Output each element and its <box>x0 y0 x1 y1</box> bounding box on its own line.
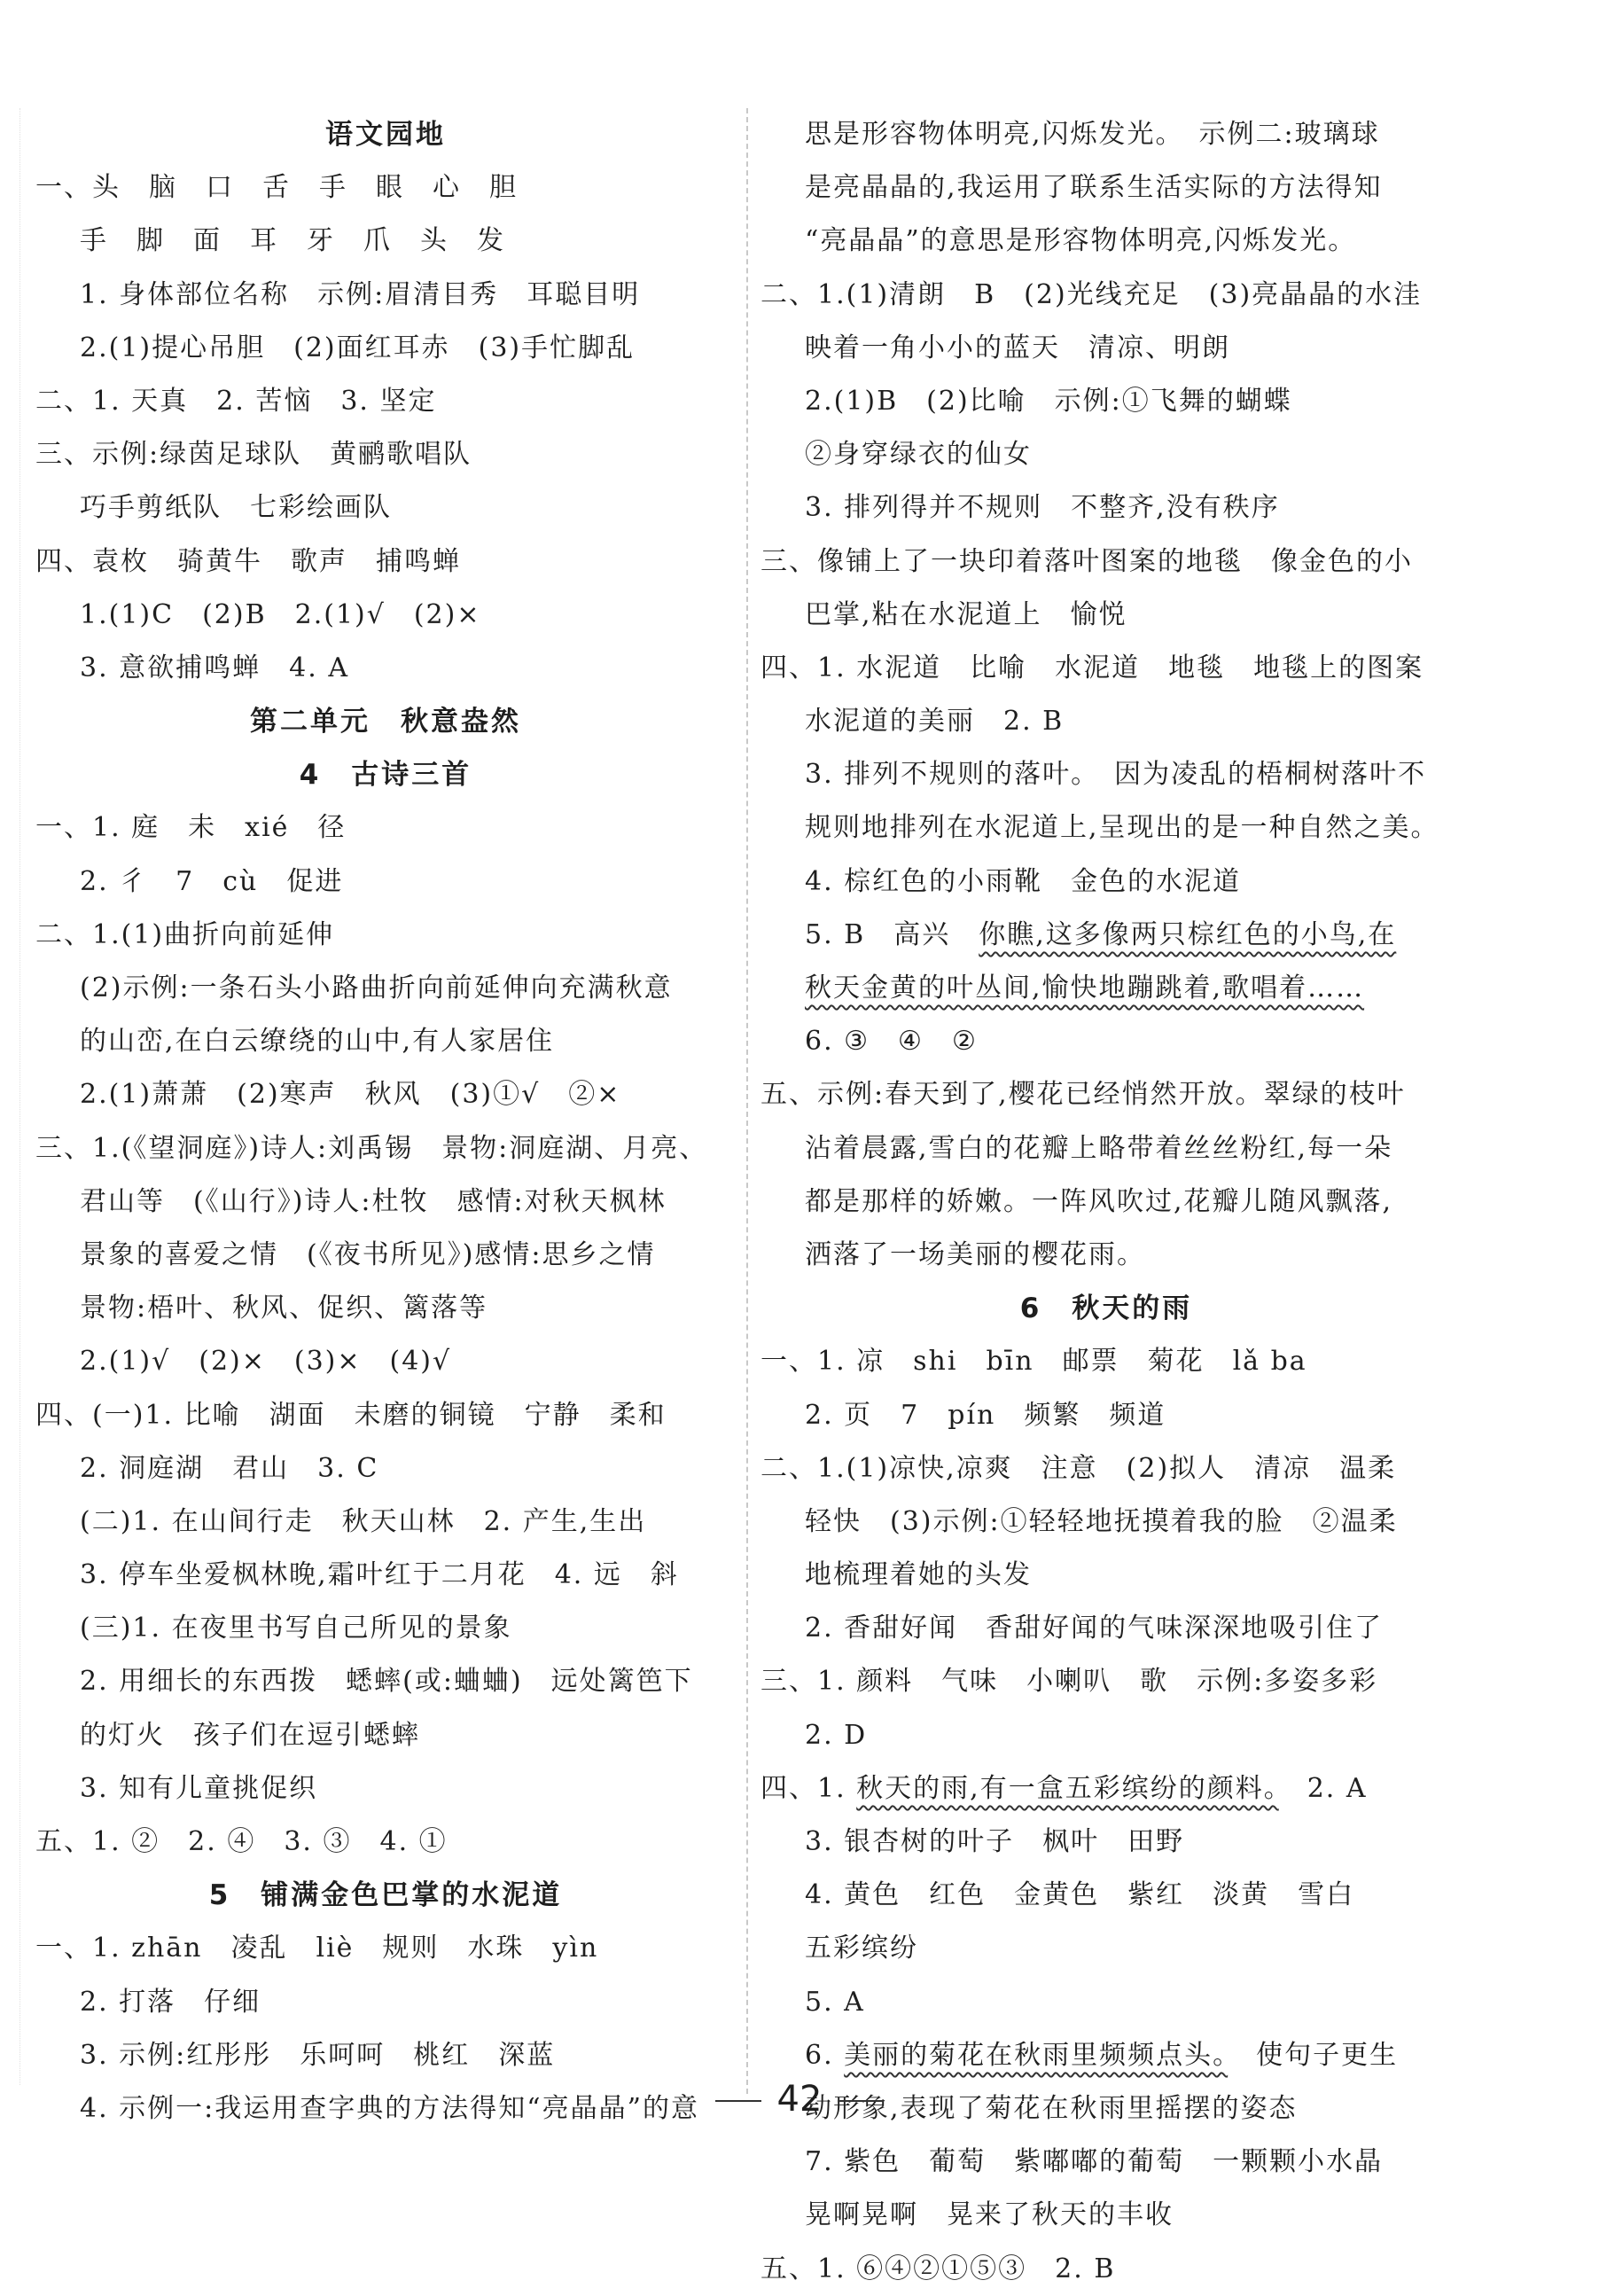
underlined-sentence: 美丽的菊花在秋雨里频频点头。 <box>844 2039 1228 2071</box>
line-text: 3. 停车坐爱枫林晚,霜叶红于二月花 4. 远 斜 <box>80 1559 679 1591</box>
answer-line <box>760 1816 1452 1869</box>
line-text: 4. 黄色 红色 金黄色 紫红 淡黄 雪白 <box>805 1879 1355 1911</box>
line-text: 2. 页 7 pín 频繁 频道 <box>805 1399 1166 1431</box>
answer-line <box>35 1816 736 1869</box>
answer-line <box>760 1549 1452 1602</box>
line-text: 3. 排列得并不规则 不整齐,没有秩序 <box>805 492 1280 524</box>
answer-line <box>760 1655 1452 1708</box>
page-number: 42 <box>776 2079 823 2120</box>
answer-line <box>760 108 1452 161</box>
line-text: 三、示例:绿茵足球队 黄鹂歌唱队 <box>35 439 472 471</box>
line-text: ②身穿绿衣的仙女 <box>805 439 1032 471</box>
answer-line <box>35 1762 736 1816</box>
section-heading <box>35 108 736 161</box>
answer-line <box>35 801 736 855</box>
answer-line <box>35 1122 736 1175</box>
line-text: 映着一角小小的蓝天 清凉、明朗 <box>805 332 1230 363</box>
answer-line <box>760 1976 1452 2029</box>
answer-line <box>35 2029 736 2082</box>
line-text: 二、1.(1)凉快,凉爽 注意 (2)拟人 清凉 温柔 <box>760 1452 1397 1484</box>
answer-line <box>760 1389 1452 1442</box>
answer-line <box>760 269 1452 322</box>
answer-line <box>760 2029 1452 2082</box>
answer-line <box>760 1442 1452 1496</box>
line-text: 2. 用细长的东西拨 蟋蟀(或:蛐蛐) 远处篱笆下 <box>80 1666 693 1698</box>
line-text: 四、袁枚 骑黄牛 歌声 捕鸣蝉 <box>35 545 461 577</box>
line-text: 2. 打落 仔细 <box>80 1986 261 2018</box>
underlined-sentence: 秋天的雨,有一盒五彩缤纷的颜料。 <box>856 1772 1279 1804</box>
underlined-sentence: 秋天金黄的叶丛间,愉快地蹦跳着,歌唱着…… <box>805 972 1365 1004</box>
answer-line <box>760 855 1452 909</box>
line-text: 1.(1)C (2)B 2.(1)√ (2)× <box>80 598 481 630</box>
answer-line <box>35 1335 736 1388</box>
answer-line <box>760 535 1452 589</box>
line-text: 洒落了一场美丽的樱花雨。 <box>805 1238 1145 1270</box>
line-text: 3. 排列不规则的落叶。 因为凌乱的梧桐树落叶不 <box>805 759 1427 791</box>
line-text: 五、示例:春天到了,樱花已经悄然开放。翠绿的枝叶 <box>760 1079 1406 1111</box>
answer-line <box>35 1068 736 1121</box>
line-text: 的灯火 孩子们在逗引蟋蟀 <box>80 1719 420 1751</box>
answer-line <box>760 375 1452 428</box>
answer-line <box>35 1175 736 1229</box>
answer-line <box>760 642 1452 695</box>
line-text: 一、头 脑 口 舌 手 眼 心 胆 <box>35 172 518 204</box>
line-text: 沾着晨露,雪白的花瓣上略带着丝丝粉红,每一朵 <box>805 1132 1393 1164</box>
line-text: 三、1.(《望洞庭》)诗人:刘禹锡 景物:洞庭湖、月亮、 <box>35 1132 708 1164</box>
line-text: 地梳理着她的头发 <box>805 1559 1032 1591</box>
line-text: 3. 知有儿童挑促织 <box>80 1772 318 1804</box>
line-text: 是亮晶晶的,我运用了联系生活实际的方法得知 <box>805 172 1383 204</box>
line-text: 4 古诗三首 <box>299 759 472 792</box>
line-text: 2.(1)√ (2)× (3)× (4)√ <box>80 1346 452 1378</box>
line-text: 2.(1)B (2)比喻 示例:①飞舞的蝴蝶 <box>805 385 1292 417</box>
answer-line <box>35 1496 736 1549</box>
line-text: 2. 洞庭湖 君山 3. C <box>80 1452 379 1484</box>
line-text: 五彩缤纷 <box>805 1933 918 1964</box>
line-text: 第二单元 秋意盎然 <box>250 706 521 738</box>
line-text: 2. D <box>805 1719 868 1751</box>
line-text: 二、1.(1)清朗 B (2)光线充足 (3)亮晶晶的水洼 <box>760 278 1423 310</box>
answer-line <box>35 589 736 642</box>
line-text: 语文园地 <box>325 119 446 151</box>
answer-line <box>35 269 736 322</box>
answer-line <box>35 1282 736 1335</box>
answer-line <box>760 748 1452 801</box>
answer-line <box>35 962 736 1015</box>
column-divider <box>746 108 748 2094</box>
answer-line <box>760 801 1452 855</box>
line-text: 晃啊晃啊 晃来了秋天的丰收 <box>805 2199 1174 2231</box>
answer-line <box>760 909 1452 962</box>
section-heading <box>760 1282 1452 1335</box>
answer-line <box>760 589 1452 642</box>
line-text: 四、1. 水泥道 比喻 水泥道 地毯 地毯上的图案 <box>760 652 1424 683</box>
answer-line <box>35 855 736 909</box>
line-text: 二、1.(1)曲折向前延伸 <box>35 918 335 950</box>
answer-line <box>760 1335 1452 1388</box>
answer-line <box>760 322 1452 375</box>
answer-line <box>35 1442 736 1496</box>
answer-line <box>35 1976 736 2029</box>
section-heading <box>35 1869 736 1922</box>
line-text: 6. <box>805 2039 845 2071</box>
answer-line <box>760 1762 1452 1816</box>
section-heading <box>35 695 736 748</box>
answer-line <box>35 215 736 268</box>
answer-line <box>760 1015 1452 1068</box>
line-text: (二)1. 在山间行走 秋天山林 2. 产生,生出 <box>80 1505 647 1537</box>
line-text: 轻快 (3)示例:①轻轻地抚摸着我的脸 ②温柔 <box>805 1505 1398 1537</box>
underlined-sentence: 你瞧,这多像两只棕红色的小鸟,在 <box>979 918 1397 950</box>
line-text: 都是那样的娇嫩。一阵风吹过,花瓣儿随风飘落, <box>805 1185 1393 1217</box>
line-text: 动形象,表现了菊花在秋雨里摇摆的姿态 <box>805 2092 1298 2124</box>
line-text: 6 秋天的雨 <box>1019 1292 1193 1325</box>
answer-line <box>760 2243 1452 2296</box>
line-text: 4. 示例一:我运用查字典的方法得知“亮晶晶”的意 <box>80 2092 699 2124</box>
footer-dash-right <box>838 2100 884 2102</box>
answer-line <box>760 695 1452 748</box>
line-text: 3. 银杏树的叶子 枫叶 田野 <box>805 1826 1185 1857</box>
line-text: 三、像铺上了一块印着落叶图案的地毯 像金色的小 <box>760 545 1413 577</box>
line-text: 规则地排列在水泥道上,呈现出的是一种自然之美。 <box>805 812 1439 844</box>
line-text: 6. ③ ④ ② <box>805 1026 978 1058</box>
line-text: 4. 棕红色的小雨靴 金色的水泥道 <box>805 865 1242 897</box>
answer-line <box>760 1229 1452 1282</box>
line-text: 巴掌,粘在水泥道上 愉悦 <box>805 598 1127 630</box>
line-text: 一、1. zhān 凌乱 liè 规则 水珠 yìn <box>35 1933 599 1964</box>
answer-line <box>760 1709 1452 1762</box>
line-text: 思是形容物体明亮,闪烁发光。 示例二:玻璃球 <box>805 119 1380 150</box>
line-text: 2.(1)提心吊胆 (2)面红耳赤 (3)手忙脚乱 <box>80 332 636 363</box>
line-text: 5. A <box>805 1986 865 2018</box>
line-text: 四、1. <box>760 1772 857 1804</box>
answer-line <box>760 962 1452 1015</box>
answer-line <box>760 1122 1452 1175</box>
line-text: 水泥道的美丽 2. B <box>805 706 1065 738</box>
answer-line <box>35 909 736 962</box>
answer-line <box>760 1922 1452 1975</box>
answer-line <box>35 1602 736 1655</box>
answer-line <box>760 1068 1452 1121</box>
answer-line <box>760 481 1452 535</box>
answer-line <box>35 161 736 215</box>
answer-line <box>760 2136 1452 2189</box>
answer-line <box>760 1175 1452 1229</box>
line-text: (三)1. 在夜里书写自己所见的景象 <box>80 1613 512 1644</box>
line-text: 5 铺满金色巴掌的水泥道 <box>208 1879 563 1912</box>
answer-line <box>35 1709 736 1762</box>
line-text: 四、(一)1. 比喻 湖面 未磨的铜镜 宁静 柔和 <box>35 1399 667 1431</box>
line-text: 的山峦,在白云缭绕的山中,有人家居住 <box>80 1026 555 1058</box>
line-text: 五、1. ② 2. ④ 3. ③ 4. ① <box>35 1826 448 1857</box>
line-text: 三、1. 颜料 气味 小喇叭 歌 示例:多姿多彩 <box>760 1666 1378 1698</box>
answer-line <box>35 481 736 535</box>
answer-line <box>35 375 736 428</box>
line-text-after: 2. A <box>1278 1772 1368 1804</box>
answer-line <box>35 1229 736 1282</box>
line-text: 2. 香甜好闻 香甜好闻的气味深深地吸引住了 <box>805 1613 1384 1644</box>
answer-line <box>35 535 736 589</box>
line-text: 一、1. 凉 shi bīn 邮票 菊花 lǎ ba <box>760 1346 1307 1378</box>
answer-line <box>760 215 1452 268</box>
section-heading <box>35 748 736 801</box>
answer-line <box>760 2189 1452 2242</box>
line-text: 景物:梧叶、秋风、促织、篱落等 <box>80 1292 488 1324</box>
line-text: “亮晶晶”的意思是形容物体明亮,闪烁发光。 <box>805 225 1357 257</box>
line-text-after: 使句子更生 <box>1228 2039 1399 2071</box>
answer-line <box>35 642 736 695</box>
line-text: 1. 身体部位名称 示例:眉清目秀 耳聪目明 <box>80 278 641 310</box>
line-text: 5. B 高兴 <box>805 918 979 950</box>
line-text: 景象的喜爱之情 (《夜书所见》)感情:思乡之情 <box>80 1238 656 1270</box>
line-text: 7. 紫色 葡萄 紫嘟嘟的葡萄 一颗颗小水晶 <box>805 2146 1384 2178</box>
answer-line <box>760 161 1452 215</box>
line-text: 一、1. 庭 未 xié 径 <box>35 812 347 844</box>
answer-line <box>760 428 1452 481</box>
answer-line <box>35 1549 736 1602</box>
line-text: 2. 彳 7 cù 促进 <box>80 865 344 897</box>
page-footer <box>0 2079 1599 2120</box>
answer-line <box>35 1389 736 1442</box>
right-column <box>760 108 1452 2296</box>
line-text: 君山等 (《山行》)诗人:杜牧 感情:对秋天枫林 <box>80 1185 667 1217</box>
line-text: 手 脚 面 耳 牙 爪 头 发 <box>80 225 505 257</box>
answer-line <box>760 1602 1452 1655</box>
answer-line <box>35 1015 736 1068</box>
line-text: 巧手剪纸队 七彩绘画队 <box>80 492 392 524</box>
left-column <box>35 108 736 2136</box>
answer-line <box>35 1922 736 1975</box>
line-text: 3. 示例:红彤彤 乐呵呵 桃红 深蓝 <box>80 2039 556 2071</box>
answer-line <box>760 1496 1452 1549</box>
footer-dash-left <box>715 2100 761 2102</box>
answer-line <box>35 1655 736 1708</box>
line-text: 五、1. ⑥④②①⑤③ 2. B <box>760 2253 1116 2284</box>
line-text: 2.(1)萧萧 (2)寒声 秋风 (3)①√ ②× <box>80 1079 621 1111</box>
answer-line <box>35 322 736 375</box>
line-text: (2)示例:一条石头小路曲折向前延伸向充满秋意 <box>80 972 673 1004</box>
line-text: 二、1. 天真 2. 苦恼 3. 坚定 <box>35 385 437 417</box>
answer-line <box>760 1869 1452 1922</box>
line-text: 3. 意欲捕鸣蝉 4. A <box>80 652 349 683</box>
answer-line <box>35 428 736 481</box>
